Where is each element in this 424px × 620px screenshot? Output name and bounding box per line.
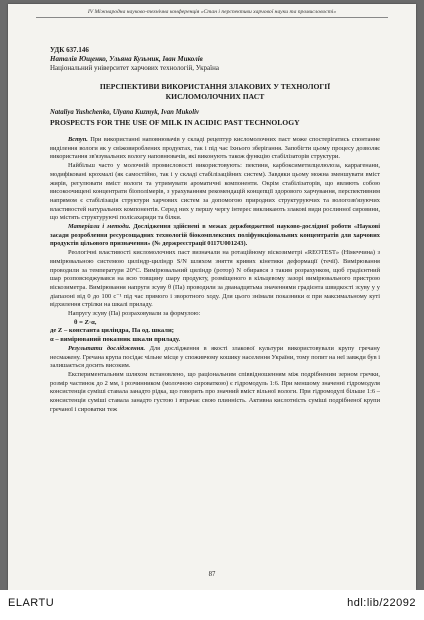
repository-name: ELARTU xyxy=(8,597,55,609)
intro-label: Вступ. xyxy=(68,136,88,143)
title-en: PROSPECTS FOR THE USE OF MILK IN ACIDIC PAST TECHNOLOGY xyxy=(50,117,300,127)
formula-legend-alpha: α – вимірюваний показник шкали приладу. xyxy=(50,336,181,344)
formula-expression: θ = Z·α, xyxy=(74,318,97,326)
paper-page xyxy=(8,4,416,590)
formula-intro: Напругу зсуву (Па) розраховували за формулою: xyxy=(68,310,201,318)
intro-paragraph xyxy=(50,136,380,162)
results-label: Результати дослідження. xyxy=(68,344,146,352)
experimental-paragraph: Експериментальним шляхом встановлено, що раціональним співвідношенням між подрібненим зерном гречки, розмір частинок до 2 мм, і розчинником (молочною сироваткою) є гідромодуль 1:6. При меншому значенні гідромодуля консистенція суміші ставала занадто рідка, що говорить про значний вміст вільної вологи. При гідромодулі більше 1:6 – консистенція суміші ставала занадто густою і втрачає свою плинність. Активна кислотність суміші подрібненої крупи гречаної і сироватки теж xyxy=(50,370,380,413)
viewer-footer xyxy=(0,590,424,620)
authors-en: Nataliya Yushchenko, Ulyana Kuzmyk, Ivan Mukoliv xyxy=(50,109,199,116)
udk-code: УДК 637.146 xyxy=(50,46,89,54)
methods-text: Дослідження здійснені в межах держбюджетної науково-дослідної роботи «Наукові засади розроблення ресурсощадних технологій біокомплексних поліфункціональних концентратів для харчових продуктів цільового призначення» (№ держреєстрації 0117U001243). xyxy=(50,223,381,248)
rheology-paragraph: Реологічні властивості кисломолочних паст визначали на ротаційному віскозиметрі «REOTEST» (Німеччина) з вимірювальною системою циліндр-циліндр S/N шляхом зняття кривих кінетики деформації (течії). Вимірювання проводили за температури 20°С. Вимірювальний циліндр (ротор) N обирався з таким розрахунком, щоб градієнтний шар розповсюджувався на всю товщину шару продукту, розміщеного в кільцевому зазорі вимірювального пристрою віскозиметра. Вимірювання напруги зсуву θ (Па) проводили за дванадцятьма значеннями градієнта швидкості зсуву у у діапазоні від 0 до 100 с⁻¹ під час прямого і зворотного ходу. Для цього знімали показники α при максимальному куті відхилення стрілки на шкалі приладу. xyxy=(50,249,380,309)
results-text: Для дослідження в якості злакової культури використовували крупу гречану несмажену. Гречана крупа посідає чільне місце у споживчому кошику населення України, тому попит на неї завжди був і залишається досить високим. xyxy=(50,344,380,370)
stabilizers-paragraph: Найбільш часто у молочній промисловості використовують: пектини, карбоксиметилцелюлоза, каррагенани, модифіковані крохмалі (як самостійно, так і у складі стабілізаційних систем). Завдяки цьому можна зменшувати вміст жирів, регулювати вміст вологи та утримувати ароматичні компоненти. Окрім стабілізаторів, що являють собою високоочищені концентрати біополімерів, з урахуванням рекомендацій концепції здорового харчування, перспективним напрямом є стабілізація структури харчових систем за допомогою природних структуруючих та вологозв'язуючих властивостей натуральних компонентів. Серед них у першу чергу інтерес викликають злакові види рослинної сировини, що містять структуруючі полісахариди та білки. xyxy=(50,162,380,222)
page-number: 87 xyxy=(208,571,216,578)
intro-text: При використанні наповнювачів у складі рецептур кисломолочних паст може спостерігатись спонтанне виділення вологи як у свіжовироблених продуктах, так і під час їхнього зберігання. Запобігти цьому процесу дозволяє використання зв'язувальних вологу наповнювачів, які виконують також функцію стабілізаторів структури. xyxy=(50,136,380,161)
methods-paragraph xyxy=(50,223,380,249)
handle-id: hdl:lib/22092 xyxy=(347,597,416,609)
affiliation-ua: Національний університет харчових технологій, Україна xyxy=(50,64,219,72)
article-body xyxy=(50,46,380,415)
results-paragraph xyxy=(50,345,380,371)
formula-legend-z: де Z – константа циліндра, Па од. шкали; xyxy=(50,327,174,335)
authors-ua: Наталія Ющенко, Ульяна Кузьмик, Іван Миколів xyxy=(50,55,203,63)
title-ua-line-1: ПЕРСПЕКТИВИ ВИКОРИСТАННЯ ЗЛАКОВИХ У ТЕХНОЛОГІЇ xyxy=(99,82,331,91)
title-ua xyxy=(50,82,380,101)
formula xyxy=(50,319,380,328)
title-ua-line-2: КИСЛОМОЛОЧНИХ ПАСТ xyxy=(165,91,265,101)
running-header: IV Міжнародна науково-технічна конференція «Стан і перспективи харчової науки та промисловості» xyxy=(36,9,388,18)
methods-label: Матеріали і методи. xyxy=(68,223,131,231)
